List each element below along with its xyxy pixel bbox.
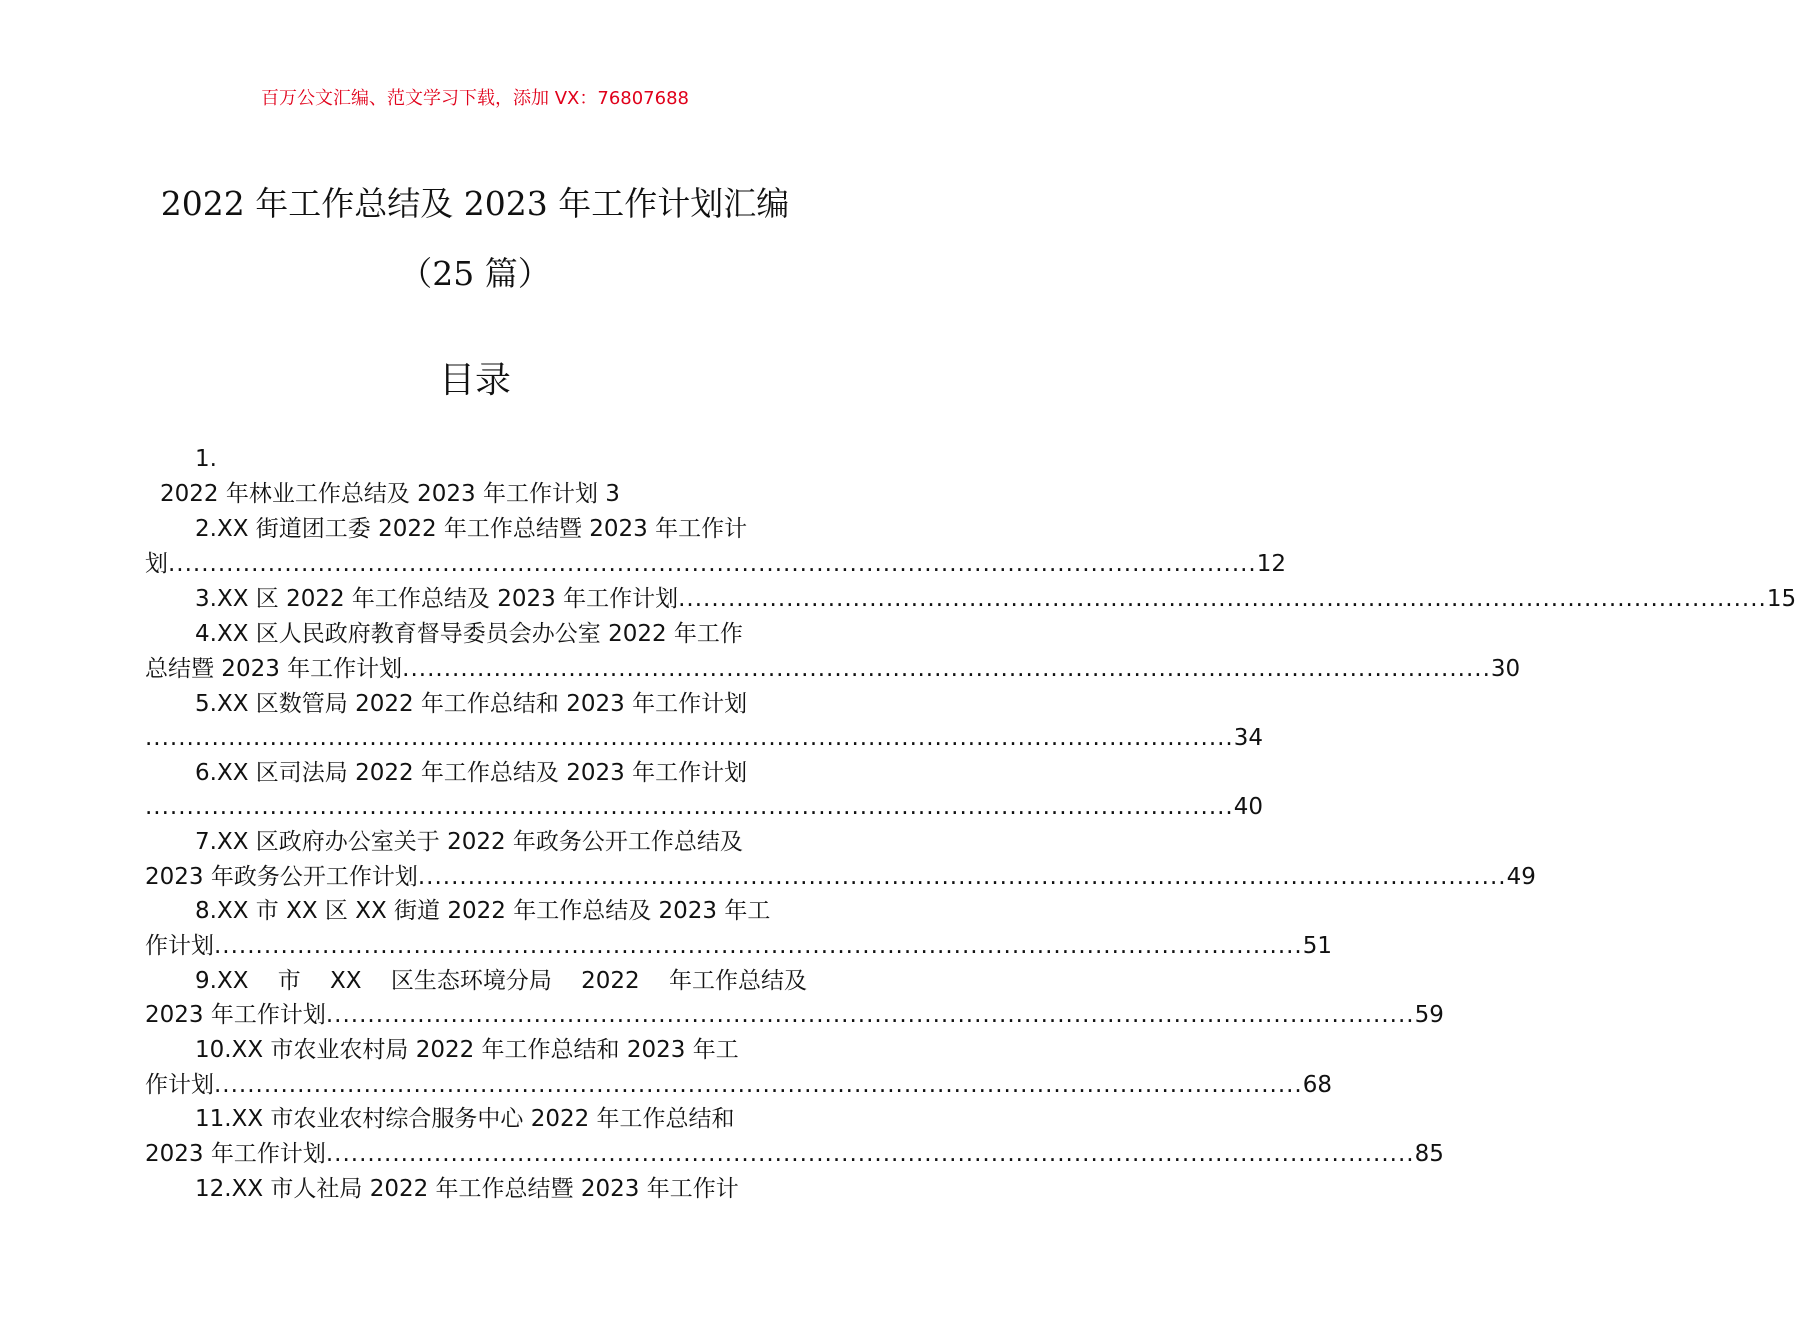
watermark-banner: 百万公文汇编、范文学习下载，添加 VX：76807688 bbox=[261, 88, 689, 109]
toc-entry-4-text: 总结暨 2023 年工作计划 bbox=[145, 656, 403, 682]
toc-entry-12-line1[interactable]: 12.XX 市人社局 2022 年工作总结暨 2023 年工作计 bbox=[195, 1176, 739, 1202]
toc-entry-3[interactable] bbox=[195, 582, 1796, 616]
toc-entry-3-text: 3.XX 区 2022 年工作总结及 2023 年工作计划 bbox=[195, 586, 679, 612]
toc-entry-5-line1[interactable]: 5.XX 区数管局 2022 年工作总结和 2023 年工作计划 bbox=[195, 691, 748, 717]
toc-entry-2-page: 12 bbox=[1256, 551, 1287, 577]
toc-entry-7-page: 49 bbox=[1506, 864, 1536, 890]
toc-entry-4-line2[interactable] bbox=[145, 652, 1521, 686]
toc-entry-10-page: 68 bbox=[1302, 1072, 1333, 1098]
toc-entry-11-text: 2023 年工作计划 bbox=[145, 1141, 326, 1167]
toc-entry-9-part: 市 bbox=[277, 968, 301, 994]
toc-entry-8-line1[interactable]: 8.XX 市 XX 区 XX 街道 2022 年工作总结及 2023 年工 bbox=[195, 898, 771, 924]
dot-leader: ................................................................................................................................... bbox=[145, 725, 1234, 751]
toc-entry-11-line1[interactable]: 11.XX 市农业农村综合服务中心 2022 年工作总结和 bbox=[195, 1106, 735, 1132]
dot-leader: ................................................................................................................................... bbox=[214, 1072, 1303, 1098]
document-subtitle: （25 篇） bbox=[399, 254, 551, 293]
toc-heading: 目录 bbox=[438, 360, 511, 401]
dot-leader: ................................................................................................................................... bbox=[214, 933, 1303, 959]
dot-leader: ................................................................................................................................... bbox=[678, 586, 1767, 612]
toc-entry-5-line2[interactable] bbox=[145, 721, 1264, 755]
toc-entry-7-line1[interactable]: 7.XX 区政府办公室关于 2022 年政务公开工作总结及 bbox=[195, 829, 743, 855]
toc-entry-9-part: XX bbox=[330, 968, 362, 994]
toc-entry-9-part: 区生态环境分局 bbox=[390, 968, 552, 994]
dot-leader: ................................................................................................................................... bbox=[325, 1002, 1415, 1028]
toc-entry-11-page: 85 bbox=[1414, 1141, 1444, 1167]
toc-entry-6-line1[interactable]: 6.XX 区司法局 2022 年工作总结及 2023 年工作计划 bbox=[195, 760, 748, 786]
toc-entry-9-page: 59 bbox=[1414, 1002, 1444, 1028]
toc-entry-1-number[interactable]: 1. bbox=[195, 446, 217, 472]
toc-entry-2-text: 划 bbox=[145, 551, 168, 577]
toc-entry-10-line1[interactable]: 10.XX 市农业农村局 2022 年工作总结和 2023 年工 bbox=[195, 1037, 739, 1063]
toc-entry-5-page: 34 bbox=[1233, 725, 1264, 751]
toc-entry-2-line1[interactable]: 2.XX 街道团工委 2022 年工作总结暨 2023 年工作计 bbox=[195, 516, 748, 542]
toc-entry-3-page: 15 bbox=[1766, 586, 1796, 612]
toc-entry-6-line2[interactable] bbox=[145, 790, 1264, 824]
toc-entry-7-line2[interactable] bbox=[145, 860, 1536, 894]
toc-entry-8-page: 51 bbox=[1302, 933, 1333, 959]
toc-entry-1-title[interactable]: 2022 年林业工作总结及 2023 年工作计划 3 bbox=[160, 481, 620, 507]
toc-entry-9-text: 2023 年工作计划 bbox=[145, 1002, 326, 1028]
toc-entry-10-line2[interactable] bbox=[145, 1068, 1333, 1102]
toc-entry-4-page: 30 bbox=[1490, 656, 1521, 682]
toc-entry-2-line2[interactable] bbox=[145, 547, 1287, 581]
toc-entry-9-line2[interactable] bbox=[145, 998, 1444, 1032]
toc-entry-8-line2[interactable] bbox=[145, 929, 1333, 963]
toc-entry-9-part: 2022 bbox=[581, 968, 640, 994]
toc-entry-10-text: 作计划 bbox=[145, 1072, 214, 1098]
document-title: 2022 年工作总结及 2023 年工作计划汇编 bbox=[160, 184, 790, 223]
dot-leader: ................................................................................................................................... bbox=[168, 551, 1257, 577]
dot-leader: ................................................................................................................................... bbox=[402, 656, 1491, 682]
toc-entry-9-part: 9.XX bbox=[195, 968, 249, 994]
toc-entry-11-line2[interactable] bbox=[145, 1137, 1444, 1171]
toc-entry-9-part: 年工作总结及 bbox=[668, 968, 807, 994]
dot-leader: ................................................................................................................................... bbox=[417, 864, 1507, 890]
toc-entry-4-line1[interactable]: 4.XX 区人民政府教育督导委员会办公室 2022 年工作 bbox=[195, 621, 743, 647]
toc-entry-9-line1[interactable] bbox=[195, 964, 807, 998]
dot-leader: ................................................................................................................................... bbox=[325, 1141, 1415, 1167]
toc-entry-8-text: 作计划 bbox=[145, 933, 214, 959]
toc-entry-6-page: 40 bbox=[1233, 794, 1264, 820]
dot-leader: ................................................................................................................................... bbox=[145, 794, 1234, 820]
toc-entry-7-text: 2023 年政务公开工作计划 bbox=[145, 864, 418, 890]
